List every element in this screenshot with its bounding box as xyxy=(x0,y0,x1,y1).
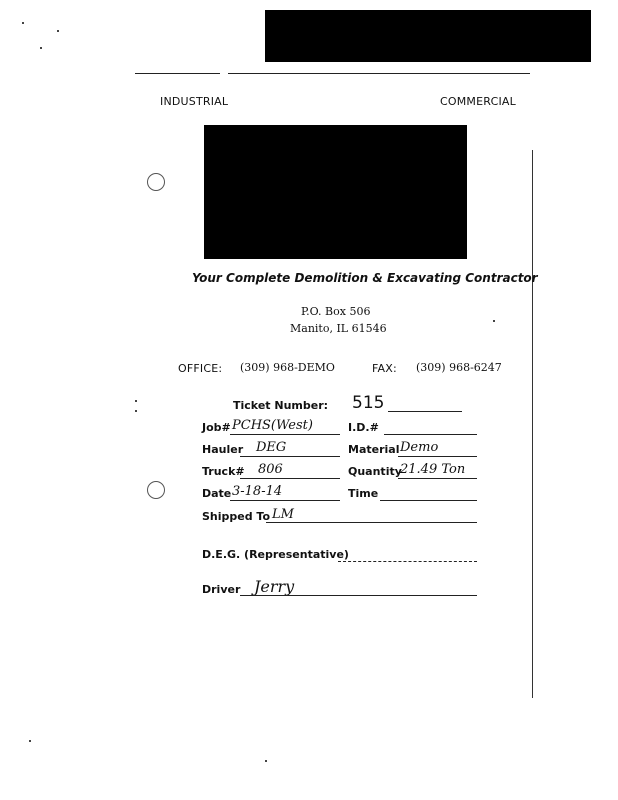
fax-label: FAX: xyxy=(372,362,397,375)
date-value: 3-18-14 xyxy=(232,484,283,499)
quantity-value: 21.49 Ton xyxy=(400,462,466,477)
id-line xyxy=(384,434,477,435)
driver-signature: Jerry xyxy=(254,577,295,596)
city-state-zip: Manito, IL 61546 xyxy=(290,322,387,335)
representative-label: D.E.G. (Representative) xyxy=(202,548,349,561)
hauler-value: DEG xyxy=(256,440,287,455)
quantity-line xyxy=(398,478,477,479)
ticket-number-label: Ticket Number: xyxy=(233,399,329,412)
top-rule-right xyxy=(228,73,530,74)
truck-line xyxy=(240,478,340,479)
commercial-label: COMMERCIAL xyxy=(440,95,516,108)
scan-speck xyxy=(135,400,137,402)
material-label: Material xyxy=(348,443,400,456)
company-tagline: Your Complete Demolition & Excavating Contractor xyxy=(192,271,538,285)
date-label: Date xyxy=(202,487,232,500)
redacted-logo-block xyxy=(204,125,467,259)
scan-speck xyxy=(22,22,24,24)
office-label: OFFICE: xyxy=(178,362,223,375)
time-label: Time xyxy=(348,487,379,500)
shipped-to-line xyxy=(266,522,477,523)
material-line xyxy=(398,456,477,457)
driver-label: Driver xyxy=(202,583,241,596)
office-phone: (309) 968-DEMO xyxy=(240,361,335,374)
scan-speck xyxy=(135,410,137,412)
scan-speck xyxy=(265,760,267,762)
hauler-line xyxy=(240,456,340,457)
job-label: Job# xyxy=(202,421,231,434)
redacted-header-block xyxy=(265,10,591,62)
representative-line xyxy=(338,561,477,562)
time-line xyxy=(380,500,477,501)
scan-speck xyxy=(57,30,59,32)
truck-value: 806 xyxy=(258,462,283,477)
shipped-to-label: Shipped To xyxy=(202,510,271,523)
punch-hole-bottom xyxy=(147,481,165,499)
quantity-label: Quantity xyxy=(348,465,402,478)
shipped-to-value: LM xyxy=(272,507,294,522)
id-label: I.D.# xyxy=(348,421,379,434)
po-box: P.O. Box 506 xyxy=(301,305,371,318)
job-value: PCHS(West) xyxy=(232,418,313,433)
ticket-number-line xyxy=(388,411,462,412)
driver-line xyxy=(240,595,477,596)
truck-label: Truck# xyxy=(202,465,245,478)
right-border-line xyxy=(532,150,533,698)
material-value: Demo xyxy=(400,440,439,455)
scan-speck xyxy=(29,740,31,742)
date-line xyxy=(230,500,340,501)
scan-speck xyxy=(40,47,42,49)
job-line xyxy=(230,434,340,435)
scan-speck xyxy=(493,320,495,322)
fax-phone: (309) 968-6247 xyxy=(416,361,502,374)
ticket-number-value: 515 xyxy=(352,393,385,413)
top-rule-left xyxy=(135,73,220,74)
punch-hole-top xyxy=(147,173,165,191)
industrial-label: INDUSTRIAL xyxy=(160,95,229,108)
hauler-label: Hauler xyxy=(202,443,244,456)
